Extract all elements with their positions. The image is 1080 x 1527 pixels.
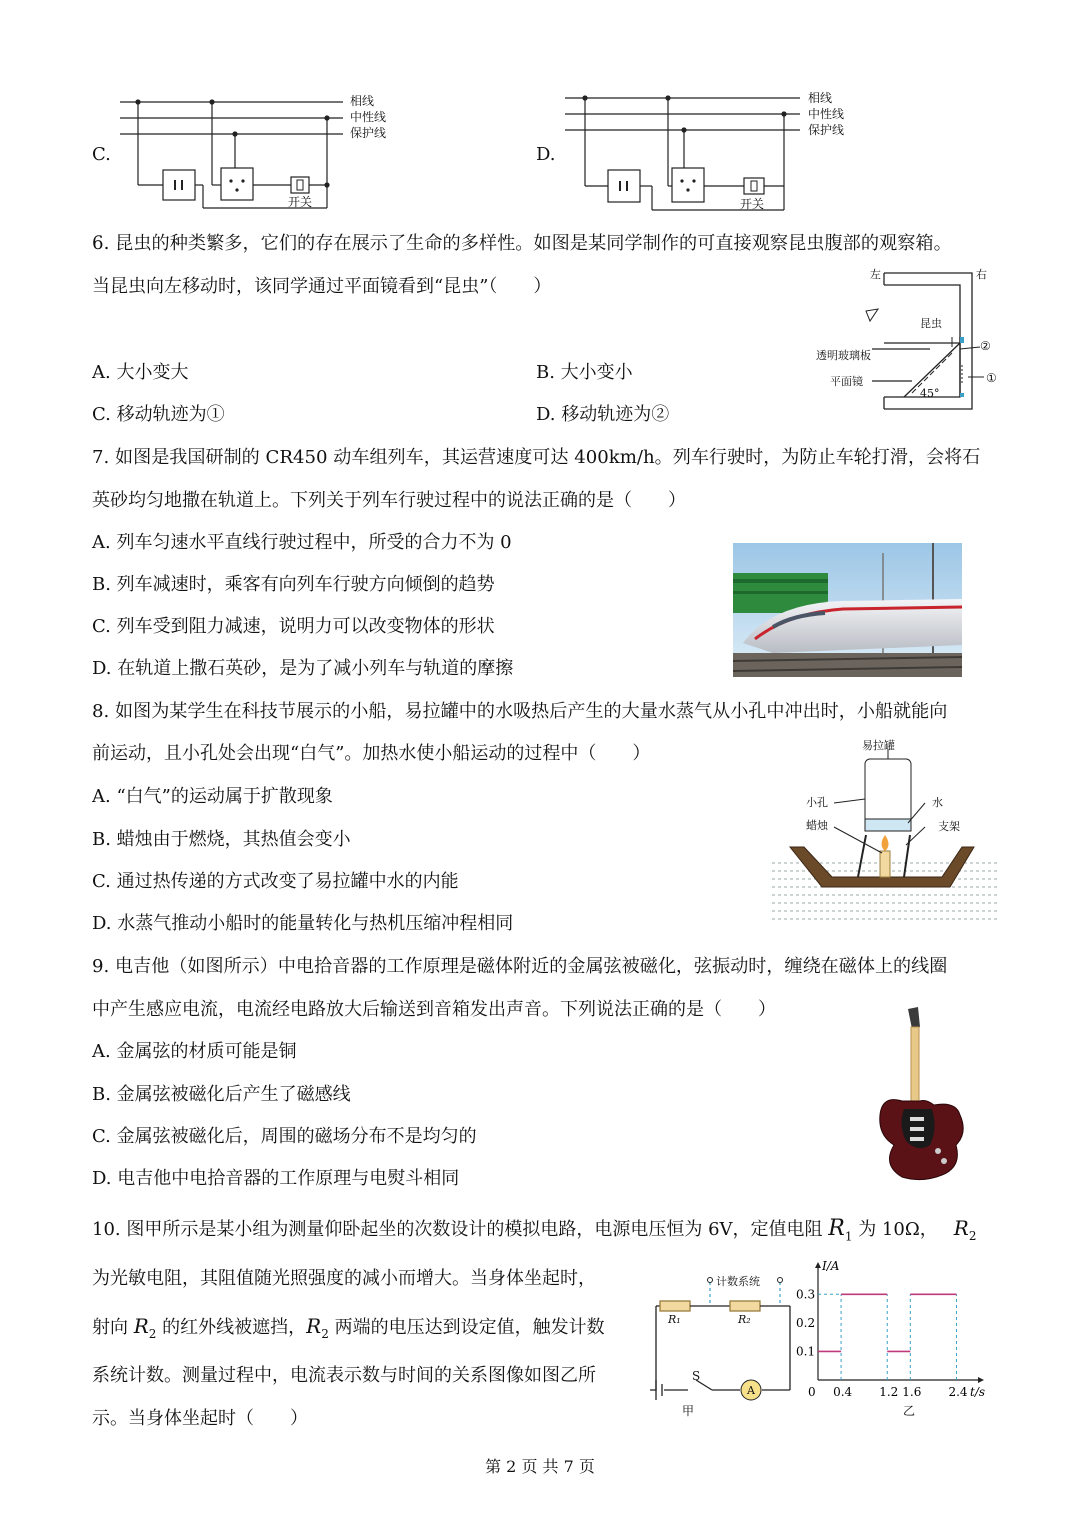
q6-stem-line2: 当昆虫向左移动时，该同学通过平面镜看到“昆虫”（ ） [92,276,552,297]
label-live-d: 相线 [808,91,833,105]
q6-fig-glass: 透明玻璃板 [816,349,871,362]
q10-text-1b: 为 10Ω， [852,1219,938,1240]
q10-r2-label: R₂ [738,1313,751,1326]
q8-fig-hole: 小孔 [806,796,828,809]
current-time-chart [790,1259,990,1402]
q8-stem-line2: 前运动，且小孔处会出现“白气”。加热水使小船运动的过程中（ ） [92,743,651,764]
q6-option-d[interactable]: D. 移动轨迹为② [536,404,670,425]
x-tick-label: 1.2 [879,1385,899,1399]
q10-stem-line4: 系统计数。测量过程中，电流表示数与时间的关系图像如图乙所 [92,1365,596,1386]
r1-symbol: $R_1$ [828,1216,853,1244]
label-neutral-d: 中性线 [808,107,845,121]
q10-circuit-diagram [640,1272,805,1422]
q9-stem-line1: 9. 电吉他（如图所示）中电拾音器的工作原理是磁体附近的金属弦被磁化，弦振动时，缠绕在磁体上的线圈 [92,956,948,977]
x-axis-arrow [978,1377,984,1383]
x-axis-label: t/s [970,1385,986,1399]
q8-boat-figure [770,735,1000,925]
q7-option-c[interactable]: C. 列车受到阻力减速，说明力可以改变物体的形状 [92,616,495,637]
label-ground-c: 保护线 [350,126,387,140]
q9-option-d[interactable]: D. 电吉他中电拾音器的工作原理与电熨斗相同 [92,1168,460,1189]
q7-option-b[interactable]: B. 列车减速时，乘客有向列车行驶方向倾倒的趋势 [92,574,495,595]
q8-fig-water: 水 [932,796,943,809]
q6-fig-mirror: 平面镜 [830,375,863,388]
option-c-label: C. [92,144,111,165]
q10-stem-line2: 为光敏电阻，其阻值随光照强度的减小而增大。当身体坐起时， [92,1268,596,1289]
y-tick-label: 0.3 [796,1287,816,1302]
x-tick-label: 0 [808,1385,816,1399]
q9-option-b[interactable]: B. 金属弦被磁化后产生了磁感线 [92,1084,351,1105]
label-neutral-c: 中性线 [350,110,387,124]
q10-switch-label: S [692,1369,701,1383]
q6-fig-angle: 45° [920,387,940,400]
q10-counter-label: 计数系统 [716,1275,760,1288]
switch-label-d: 开关 [740,197,765,211]
label-ground-d: 保护线 [808,123,845,137]
q10-text-1a: 10. 图甲所示是某小组为测量仰卧起坐的次数设计的模拟电路，电源电压恒为 6V，定值电阻 [92,1219,829,1240]
q9-option-c[interactable]: C. 金属弦被磁化后，周围的磁场分布不是均匀的 [92,1126,477,1147]
q8-fig-candle: 蜡烛 [806,819,828,832]
y-axis-label: I/A [822,1259,840,1273]
q8-stem-line1: 8. 如图为某学生在科技节展示的小船，易拉罐中的水吸热后产生的大量水蒸气从小孔中冲出时，小船就能向 [92,701,948,722]
y-tick-label: 0.1 [796,1344,816,1359]
q8-fig-can: 易拉罐 [862,739,895,752]
option-d-label: D. [536,144,556,165]
x-tick-label: 2.4 [948,1385,968,1399]
train-photo [733,543,962,677]
q7-stem-line1: 7. 如图是我国研制的 CR450 动车组列车，其运营速度可达 400km/h。列车行驶时，为防止车轮打滑，会将石 [92,447,981,468]
electric-guitar-image [872,1005,972,1183]
q9-stem-line2: 中产生感应电流，电流经电路放大后输送到音箱发出声音。下列说法正确的是（ ） [92,999,776,1020]
label-live-c: 相线 [350,94,375,108]
r2-symbol: $R_2$ [953,1216,977,1243]
q6-stem-line1: 6. 昆虫的种类繁多，它们的存在展示了生命的多样性。如图是某同学制作的可直接观察昆虫腹部的观察箱。 [92,233,952,254]
q10-graph-caption: 乙 [903,1404,916,1418]
q6-fig-insect: 昆虫 [920,317,942,330]
q7-option-a[interactable]: A. 列车匀速水平直线行驶过程中，所受的合力不为 0 [92,532,512,553]
q6-option-b[interactable]: B. 大小变小 [536,362,633,383]
page-footer: 第 2 页 共 7 页 [485,1457,595,1476]
q6-fig-path1: ① [986,371,997,385]
q6-fig-path2: ② [980,339,991,353]
q8-option-a[interactable]: A. “白气”的运动属于扩散现象 [92,786,333,807]
q6-fig-right: 右 [976,268,987,281]
q7-stem-line2: 英砂均匀地撒在轨道上。下列关于列车行驶过程中的说法正确的是（ ） [92,490,686,511]
circuit-c-diagram [115,90,405,215]
circuit-d-diagram [560,86,850,216]
q6-fig-left: 左 [870,268,881,281]
q6-option-a[interactable]: A. 大小变大 [92,362,189,383]
q9-option-a[interactable]: A. 金属弦的材质可能是铜 [92,1041,297,1062]
q8-fig-stand: 支架 [938,820,960,833]
q10-r1-label: R₁ [668,1313,681,1326]
q8-option-c[interactable]: C. 通过热传递的方式改变了易拉罐中水的内能 [92,871,459,892]
q8-option-d[interactable]: D. 水蒸气推动小船时的能量转化与热机压缩冲程相同 [92,913,514,934]
q8-option-b[interactable]: B. 蜡烛由于燃烧，其热值会变小 [92,829,351,850]
q6-option-c[interactable]: C. 移动轨迹为① [92,404,225,425]
y-axis-arrow [815,1262,821,1268]
q10-stem-line1 [92,1218,976,1242]
switch-label-c: 开关 [288,195,313,209]
q10-stem-line3: 射向 $R_2$ 的红外线被遮挡，$R_2$ 两端的电压达到设定值，触发计数 [92,1314,605,1341]
q10-stem-line5: 示。当身体坐起时（ ） [92,1408,308,1429]
x-tick-label: 0.4 [833,1385,853,1399]
y-tick-label: 0.2 [796,1315,816,1330]
q10-circuit-caption: 甲 [682,1404,695,1418]
x-tick-label: 1.6 [902,1385,922,1399]
q7-option-d[interactable]: D. 在轨道上撒石英砂，是为了减小列车与轨道的摩擦 [92,658,514,679]
q10-ammeter-label: A [747,1384,755,1397]
